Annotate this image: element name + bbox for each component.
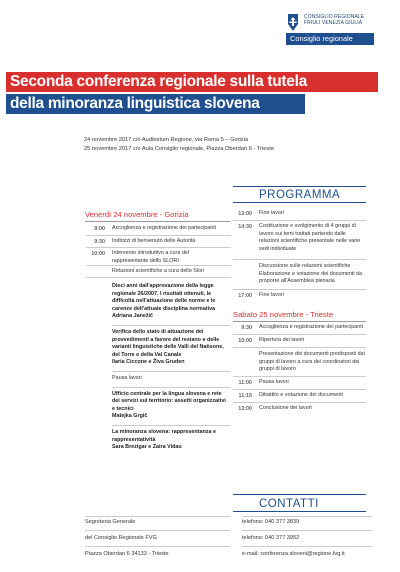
schedule-time: 9:30 xyxy=(94,239,105,245)
logo-line-1: CONSIGLIO REGIONALE xyxy=(304,14,365,20)
talk-title: Dieci anni dall'approvazione della legge regionale 26/2007. I risultati ottenuti, le difficoltà nell'attuazione delle norme e le carenze dell'attuale disciplina normativa xyxy=(112,283,216,312)
page-title-line-2: della minoranza linguistica slovena xyxy=(6,94,305,114)
schedule-item xyxy=(233,377,366,389)
schedule-time: 13:00 xyxy=(238,211,252,217)
schedule-item xyxy=(233,221,366,259)
contatti-heading: CONTATTI xyxy=(233,494,366,512)
divider xyxy=(112,325,230,326)
schedule-time: 11:15 xyxy=(238,393,252,399)
logo-text xyxy=(304,15,364,26)
schedule-text: Presentazione dei documenti predisposti dai gruppi di lavoro a cura dei coordinatori dei gruppi di lavoro xyxy=(259,351,365,373)
date-line-1: 24 novembre 2017 c/o Auditorium Regione, via Roma 5 – Gorizia xyxy=(84,137,249,143)
talk-title: Verifica dello stato di attuazione dei provvedimenti a favore del resiano e delle varianti linguistiche delle Valli del Natisone, del Torre e della Val Canale xyxy=(112,328,224,358)
talk-list xyxy=(112,283,230,452)
schedule-text: Relazioni scientifiche a cura dello Slori xyxy=(112,268,204,274)
talk-title: La minoranza slovena: rappresentanza e rappresentatività xyxy=(112,428,216,443)
talk-speaker: Ilaria Ciccone e Živa Gruden xyxy=(112,359,185,366)
day-1-heading: Venerdì 24 novembre - Gorizia xyxy=(85,210,230,222)
schedule-time: 11:00 xyxy=(238,380,252,386)
eagle-emblem-icon xyxy=(286,14,300,31)
date-line-2: 25 novembre 2017 c/o Aula Consiglio regionale, Piazza Oberdan 6 - Trieste xyxy=(84,146,275,152)
schedule-item xyxy=(233,390,366,402)
schedule-item xyxy=(233,348,366,376)
divider xyxy=(112,387,230,388)
day-1-items xyxy=(86,224,231,278)
schedule-time: 9:00 xyxy=(94,226,105,232)
schedule-time: 17:00 xyxy=(238,293,252,299)
talk-speaker: Adriana Janežič xyxy=(112,313,154,320)
schedule-item xyxy=(86,248,231,265)
schedule-item xyxy=(86,266,231,277)
day-1-afternoon xyxy=(233,208,366,302)
talk xyxy=(112,375,230,383)
contact-phone-1[interactable]: telefono: 040 377 3839 xyxy=(242,517,372,531)
schedule-time: 13:00 xyxy=(238,406,252,412)
schedule-text: Accoglienza e registrazione dei partecipanti xyxy=(259,324,363,330)
talk xyxy=(112,283,230,321)
schedule-text: Ripertura dei lavori xyxy=(259,337,305,343)
talk-speaker: Sara Brezigar e Zaira Vidau xyxy=(112,444,182,451)
schedule-text: Dibattito e votazione dei documenti xyxy=(259,392,343,398)
logo-bar: Consiglio regionale xyxy=(286,33,374,45)
logo xyxy=(286,14,374,47)
talk-speaker: Matejka Grgič xyxy=(112,413,148,420)
schedule-time: 14:30 xyxy=(238,224,252,230)
day-2-items xyxy=(233,322,366,415)
contact-phone-2[interactable]: telefono: 040 377 3952 xyxy=(242,531,372,547)
schedule-item xyxy=(233,260,366,289)
talk-speaker: Pausa lavori xyxy=(112,374,142,381)
divider xyxy=(112,371,230,372)
schedule-item xyxy=(86,236,231,247)
talk-title: Ufficio centrale per la lingua slovena e rete dei servizi sul territorio: assetti organizzativi e tecnici xyxy=(112,390,226,412)
divider xyxy=(112,425,230,426)
schedule-text: Intervento introduttivo a cura del rappresentante dello SLORI xyxy=(112,250,190,264)
contact-left xyxy=(85,516,230,560)
schedule-text: Fine lavori xyxy=(259,292,284,298)
contact-line: del Consiglio Regionale FVG xyxy=(85,531,230,547)
schedule-time: 9:30 xyxy=(241,325,252,331)
schedule-time: 10:00 xyxy=(91,251,105,257)
schedule-text: Pausa lavori xyxy=(259,379,289,385)
schedule-text: Costituzione e svolgimento di 4 gruppi di lavoro sui temi trattati partendo dalle relazioni scientifiche presentate nelle varie sedi individuate xyxy=(259,223,361,252)
schedule-text: Accoglienza e registrazione dei partecipanti xyxy=(112,225,216,231)
talk xyxy=(112,391,230,421)
schedule-text: Fine lavori xyxy=(259,210,284,216)
contact-right xyxy=(242,516,372,560)
page-title-line-1: Seconda conferenza regionale sulla tutela xyxy=(6,72,378,92)
schedule-time: 10:00 xyxy=(238,338,252,344)
talk xyxy=(112,329,230,367)
schedule-item xyxy=(233,403,366,415)
schedule-item xyxy=(233,208,366,220)
schedule-text: Discussione sulle relazioni scientifiche Elaborazione e votazione dei documenti da proporre all'Assemblea plenaria xyxy=(259,263,363,285)
talk xyxy=(112,429,230,452)
day-2-heading: Sabato 25 novembre - Trieste xyxy=(233,310,366,322)
schedule-item xyxy=(233,322,366,334)
logo-line-2: FRIULI VENEZIA GIULIA xyxy=(304,19,363,26)
schedule-text: Conclusione dei lavori xyxy=(259,405,312,411)
contact-email[interactable]: e-mail: conferenza.sloveni@regione.fvg.it xyxy=(242,551,345,557)
schedule-item xyxy=(233,290,366,302)
contact-line: Piazza Oberdan 6 34133 - Trieste xyxy=(85,551,169,557)
contact-line: Segreteria Generale xyxy=(85,517,230,531)
schedule-text: Indirizzi di benvenuto delle Autorità xyxy=(112,238,196,244)
divider xyxy=(86,277,231,278)
schedule-item xyxy=(233,335,366,347)
schedule-item xyxy=(86,224,231,235)
programma-heading: PROGRAMMA xyxy=(233,186,366,203)
